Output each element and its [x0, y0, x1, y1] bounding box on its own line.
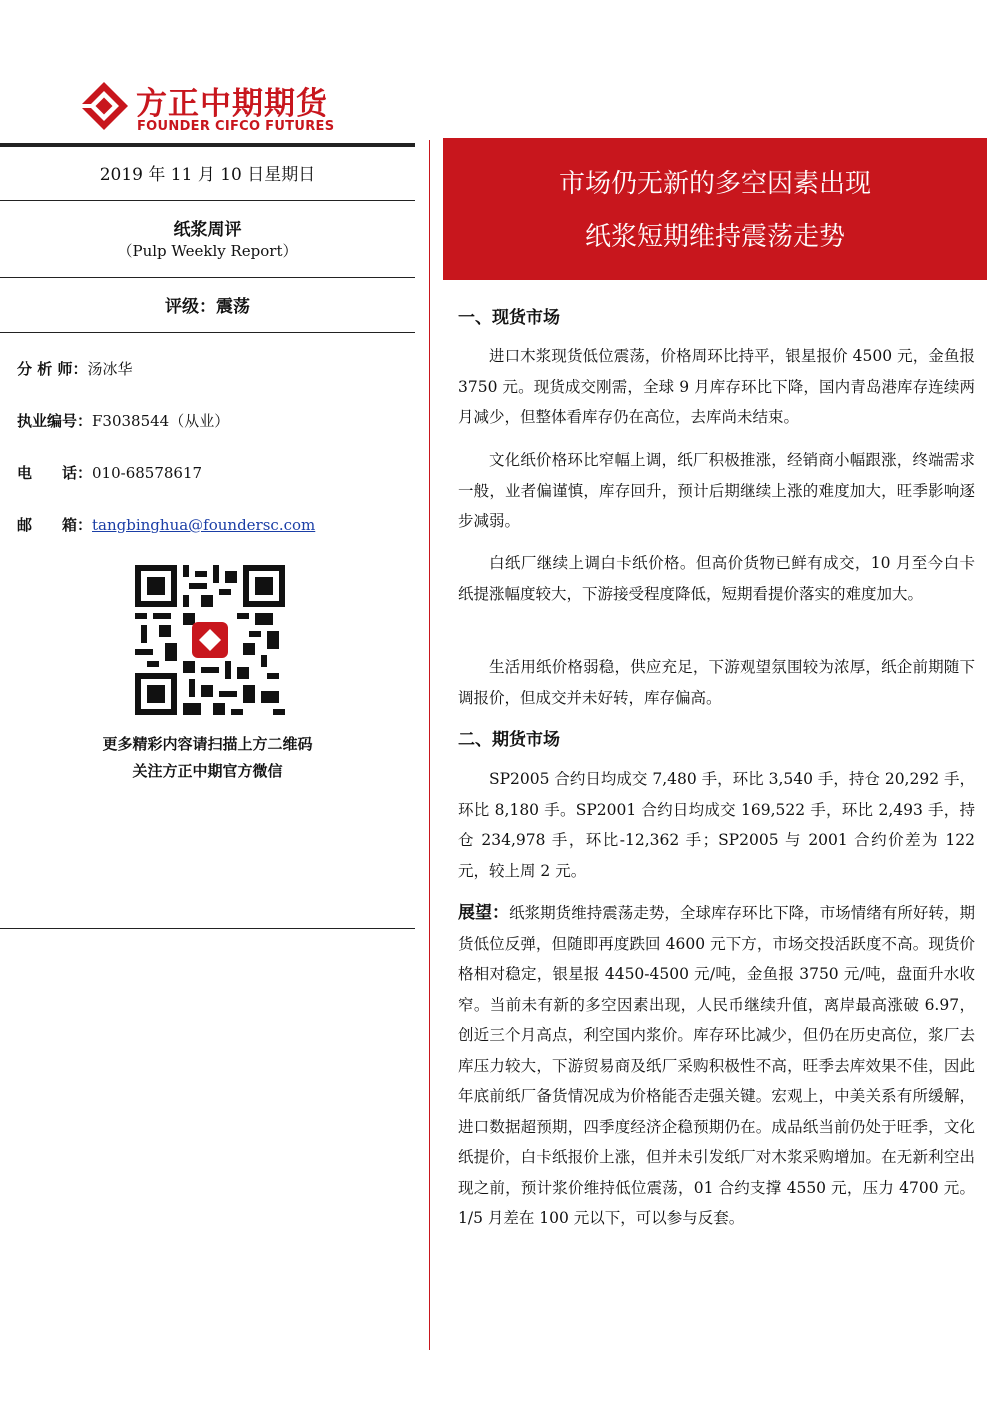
futures-heading: 二、期货市场 [458, 730, 560, 750]
column-separator [429, 140, 430, 1350]
email-label: 邮 箱： [17, 516, 93, 534]
title-banner [443, 138, 987, 280]
spot-paragraph-1: 进口木浆现货低位震荡，价格周环比持平，银星报价 4500 元，金鱼报 3750 元。现货成交刚需，全球 9 月库存环比下降，国内青岛港库存连续两月减少，但整体看库存仍在高位，去库尚未结束。 [458, 347, 975, 426]
title-line-2: 纸浆短期维持震荡走势 [584, 222, 845, 252]
outlook-label: 展望： [458, 903, 510, 923]
analyst-label: 分 析 师： [17, 360, 88, 378]
spot-paragraph-3: 白纸厂继续上调白卡纸价格。但高价货物已鲜有成交，10 月至今白卡纸提涨幅度较大，下游接受程度降低，短期看提价落实的难度加大。 [458, 554, 975, 603]
spot-paragraph-4: 生活用纸价格弱稳，供应充足，下游观望氛围较为浓厚，纸企前期随下调报价，但成交并未好转，库存偏高。 [458, 658, 975, 707]
report-name-en: （Pulp Weekly Report） [117, 242, 298, 260]
divider [0, 277, 415, 278]
license-row [17, 410, 229, 431]
license-number: F3038544（从业） [92, 412, 230, 430]
brand-name-en: FOUNDER CIFCO FUTURES [137, 119, 335, 134]
divider [0, 332, 415, 333]
rating: 评级：震荡 [165, 297, 250, 317]
email-row [17, 514, 315, 535]
phone-number: 010-68578617 [92, 464, 203, 482]
qr-code-icon [135, 565, 285, 715]
email-link[interactable]: tangbinghua@foundersc.com [92, 516, 316, 534]
spot-heading: 一、现货市场 [458, 308, 560, 328]
divider [0, 200, 415, 201]
analyst-name: 汤冰华 [87, 360, 133, 378]
brand-name-cn: 方正中期期货 [136, 86, 328, 122]
title-line-1: 市场仍无新的多空因素出现 [558, 169, 871, 199]
phone-row [17, 462, 202, 483]
outlook-text: 纸浆期货维持震荡走势，全球库存环比下降，市场情绪有所好转，期货低位反弹，但随即再度跌回 4600 元下方，市场交投活跃度不高。现货价格相对稳定，银星报 4450-4500 元/吨，金鱼报 3750 元/吨，盘面升水收窄。当前未有新的多空因素出现，人民币继续升值，离岸最高涨破 6.97，创近三个月高点，利空国内浆价。库存环比减少，但仍在历史高位，浆厂去库压力较大，下游贸易商及纸厂采购积极性不高，旺季去库效果不佳，因此年底前纸厂备货情况成为价格能否走强关键。宏观上，中美关系有所缓解，进口数据超预期，四季度经济企稳预期仍在。成品纸当前仍处于旺季，文化纸提价，白卡纸报价上涨，但并未引发纸厂对木浆采购增加。在无新利空出现之前，预计浆价维持低位震荡，01 合约支撑 4550 元，压力 4700 元。1/5 月差在 100 元以下，可以参与反套。 [458, 904, 975, 1227]
qr-caption-2: 关注方正中期官方微信 [132, 762, 283, 780]
qr-caption-1: 更多精彩内容请扫描上方二维码 [102, 735, 313, 753]
report-date: 2019 年 11 月 10 日星期日 [99, 165, 316, 185]
futures-paragraph-1: SP2005 合约日均成交 7,480 手，环比 3,540 手，持仓 20,292 手，环比 8,180 手。SP2001 合约日均成交 169,522 手，环比 2,493 手，持仓 234,978 手，环比-12,362 手；SP2005 与 2001 合约价差为 122 元，较上周 2 元。 [458, 770, 975, 880]
report-name: 纸浆周评 [173, 220, 242, 240]
phone-label: 电 话： [17, 464, 93, 482]
outlook-paragraph [458, 898, 975, 1234]
spot-paragraph-2: 文化纸价格环比窄幅上调，纸厂积极推涨，经销商小幅跟涨，终端需求一般，业者偏谨慎，库存回升，预计后期继续上涨的难度加大，旺季影响逐步减弱。 [458, 451, 975, 530]
header-rule-thick [0, 143, 415, 147]
divider-bottom [0, 928, 415, 929]
analyst-row [17, 358, 132, 379]
license-label: 执业编号： [17, 412, 93, 430]
founder-logo-icon [80, 82, 128, 130]
